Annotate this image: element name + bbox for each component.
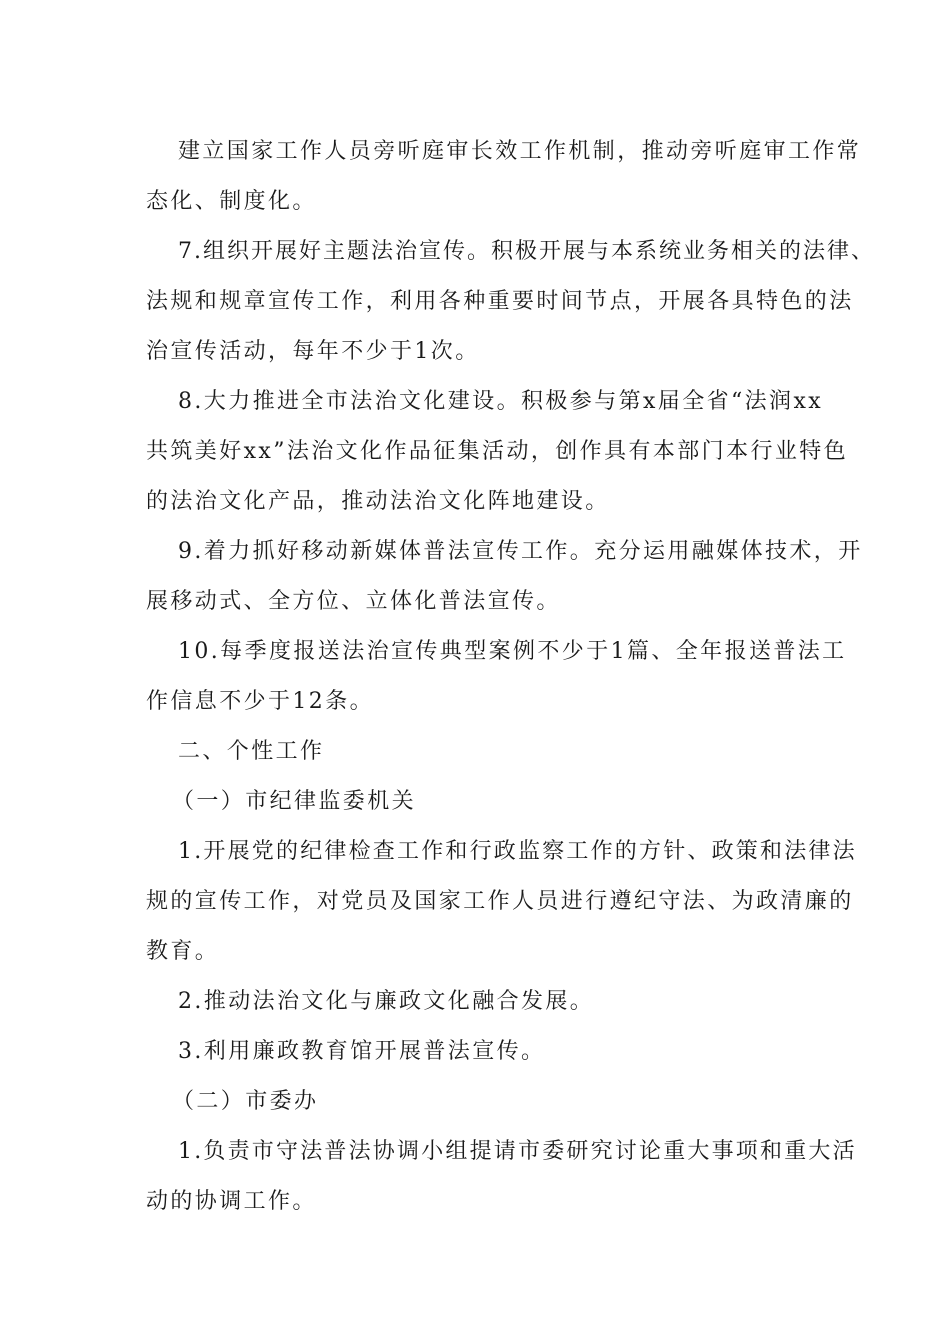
- paragraph-line: 的法治文化产品，推动法治文化阵地建设。: [146, 489, 610, 514]
- paragraph-line: 3.利用廉政教育馆开展普法宣传。: [178, 1039, 546, 1064]
- paragraph-line: 共筑美好xx”法治文化作品征集活动，创作具有本部门本行业特色: [146, 439, 849, 464]
- paragraph-line: 教育。: [146, 939, 220, 964]
- paragraph-line: 建立国家工作人员旁听庭审长效工作机制，推动旁听庭审工作常: [178, 139, 862, 164]
- paragraph-line: 9.着力抓好移动新媒体普法宣传工作。充分运用融媒体技术，开: [178, 539, 863, 564]
- paragraph-line: 作信息不少于12条。: [146, 689, 374, 714]
- section-heading: 二、个性工作: [178, 739, 325, 764]
- paragraph-line: 治宣传活动，每年不少于1次。: [146, 339, 480, 364]
- paragraph-line: 2.推动法治文化与廉政文化融合发展。: [178, 989, 595, 1014]
- paragraph-line: 法规和规章宣传工作，利用各种重要时间节点，开展各具特色的法: [146, 289, 854, 314]
- paragraph-line: 1.负责市守法普法协调小组提请市委研究讨论重大事项和重大活: [178, 1139, 857, 1164]
- paragraph-line: 规的宣传工作，对党员及国家工作人员进行遵纪守法、为政清廉的: [146, 889, 854, 914]
- paragraph-line: 10.每季度报送法治宣传典型案例不少于1篇、全年报送普法工: [178, 639, 847, 664]
- paragraph-line: 1.开展党的纪律检查工作和行政监察工作的方针、政策和法律法: [178, 839, 857, 864]
- paragraph-line: 展移动式、全方位、立体化普法宣传。: [146, 589, 561, 614]
- paragraph-line: 7.组织开展好主题法治宣传。积极开展与本系统业务相关的法律、: [178, 239, 875, 264]
- paragraph-line: 态化、制度化。: [146, 189, 317, 214]
- subsection-heading: （一）市纪律监委机关: [172, 789, 417, 814]
- subsection-heading: （二）市委办: [172, 1089, 319, 1114]
- paragraph-line: 动的协调工作。: [146, 1189, 317, 1214]
- paragraph-line: 8.大力推进全市法治文化建设。积极参与第x届全省“法润xx: [178, 389, 824, 414]
